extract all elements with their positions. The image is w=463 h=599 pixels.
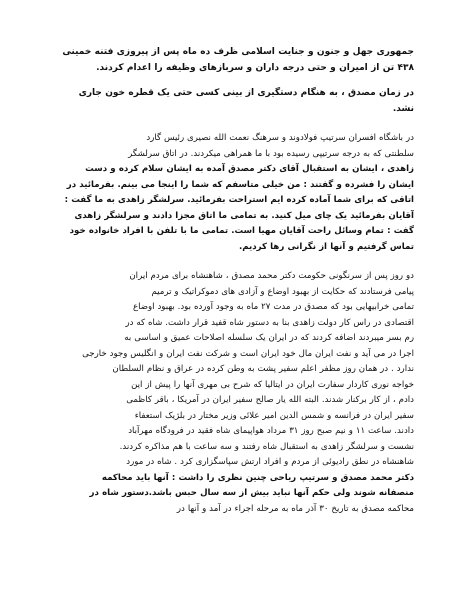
text-line: دکتر محمد مصدق و سرتیپ ریاحی چنین نظری را داشت : آنها باید محاکمه [101, 472, 414, 483]
text-line: خواجه نوری کاردار سفارت ایران در ایتالیا که شرح بی مهری آنها را پیش از این [131, 379, 414, 390]
text-line: پیامی فرستادند که حکایت از بهبود اوضاع و آزادی های دموکراتیک و ترمیم [151, 286, 414, 297]
text-line: جمهوری جهل و جنون و جنایت اسلامی ظرف ده ماه پس از پیروزی فتنه خمینی [62, 47, 414, 57]
text-line: دادم ، از کار برکنار شدند. البته الله یار صالح سفیر ایران در آمریکا ، باقر کاظمی [126, 395, 414, 405]
text-line: دو روز پس از سرنگونی حکومت دکتر محمد مصدق ، شاهنشاه برای مردم ایران [129, 271, 414, 281]
text-line: در باشگاه افسران سرتیپ فولادوند و سرهنگ نعمت الله نصیری رئیس گارد [146, 133, 414, 143]
text-line: تماس گرفتیم و آنها از نگرانی رها کردیم. [238, 241, 414, 252]
text-line: سلطنتی که به درجه سرتیپی رسیده بود با ما همراهی میکردند. در اتاق سرلشگر [128, 148, 414, 159]
text-line: تمامی خرابیهایی بود که مصدق در مدت ۲۷ ماه به وجود آورده بود. بهبود اوضاع [132, 302, 414, 312]
text-line: ندارد . در همان روز مظفر اعلم سفیر پشت به وطن کرده در عراق و نظام السلطان [112, 364, 414, 374]
paragraph-after-overthrow [58, 269, 414, 517]
text-line: اجرا در می آید و نفت ایران مال خود ایران است و شرکت نفت ایران و انگلیس وجود خارجی [82, 348, 414, 359]
paragraph-mosaddegh-arrest [58, 85, 414, 117]
text-line: منصفانه شوند ولی حکم آنها نباید بیش از سه سال حبس باشد.دستور شاه در [89, 488, 414, 498]
text-line: آقایان بفرمائید یک چای میل کنید. به تمامی ما اتاق مجزا دادند و سرلشگر زاهدی [74, 210, 414, 221]
text-line: رم بسر میبردند اضافه کردند که در ایران یک سلسله اصلاحات عمیق و اساسی به [124, 333, 414, 343]
text-line: گفت : تمام وسائل راحت آقایان مهیا است. تمامی ما با تلفن با افراد خانواده خود [69, 226, 414, 236]
text-line: اقتصادی در راس کار دولت زاهدی بنا به دستور شاه قفید قرار داشت. شاه که در [125, 317, 414, 328]
text-line: ایشان را فشرده و گفتند : من خیلی متاسفم که شما را اینجا می بینم. بفرمائید در [66, 179, 414, 190]
text-line: دادند. ساعت ۱۱ و نیم صبح روز ۳۱ مرداد هواپیمای شاه فقید در فرودگاه مهرآباد [128, 426, 414, 436]
text-line: در زمان مصدق ، به هنگام دستگیری از بینی کسی حتی یک قطره خون جاری [78, 88, 414, 98]
document-page [58, 44, 414, 517]
text-line: نشد. [392, 104, 414, 114]
text-line: سفیر ایران در فرانسه و شمس الدین امیر علائی وزیر مختار در بلژیک استعفاء [134, 410, 414, 421]
paragraph-officers-club [58, 131, 414, 255]
text-line: زاهدی ، ایشان به استقبال آقای دکتر مصدق آمده به ایشان سلام کرده و دست [85, 164, 414, 174]
text-line: ۴۳۸ تن از امیران و حتی درجه داران و سربازهای وظیفه را اعدام کردند. [96, 63, 414, 73]
text-line: شاهنشاه در نطق رادیوئی از مردم و افراد ارتش سپاسگزاری کرد . شاه در مورد [126, 457, 414, 467]
text-line: نشست و سرلشگر زاهدی به استقبال شاه رفتند و سه ساعت با هم مذاکره کردند. [119, 441, 414, 452]
text-line: اتاقی که برای شما آماده کرده ایم استراحت بفرمائید. سرلشگر زاهدی به ما گفت : [64, 195, 414, 205]
paragraph-executions [58, 44, 414, 76]
text-line: محاکمه مصدق به تاریخ ۳۰ آذر ماه به مرحله اجراء در آمد و آنها در [176, 503, 414, 514]
